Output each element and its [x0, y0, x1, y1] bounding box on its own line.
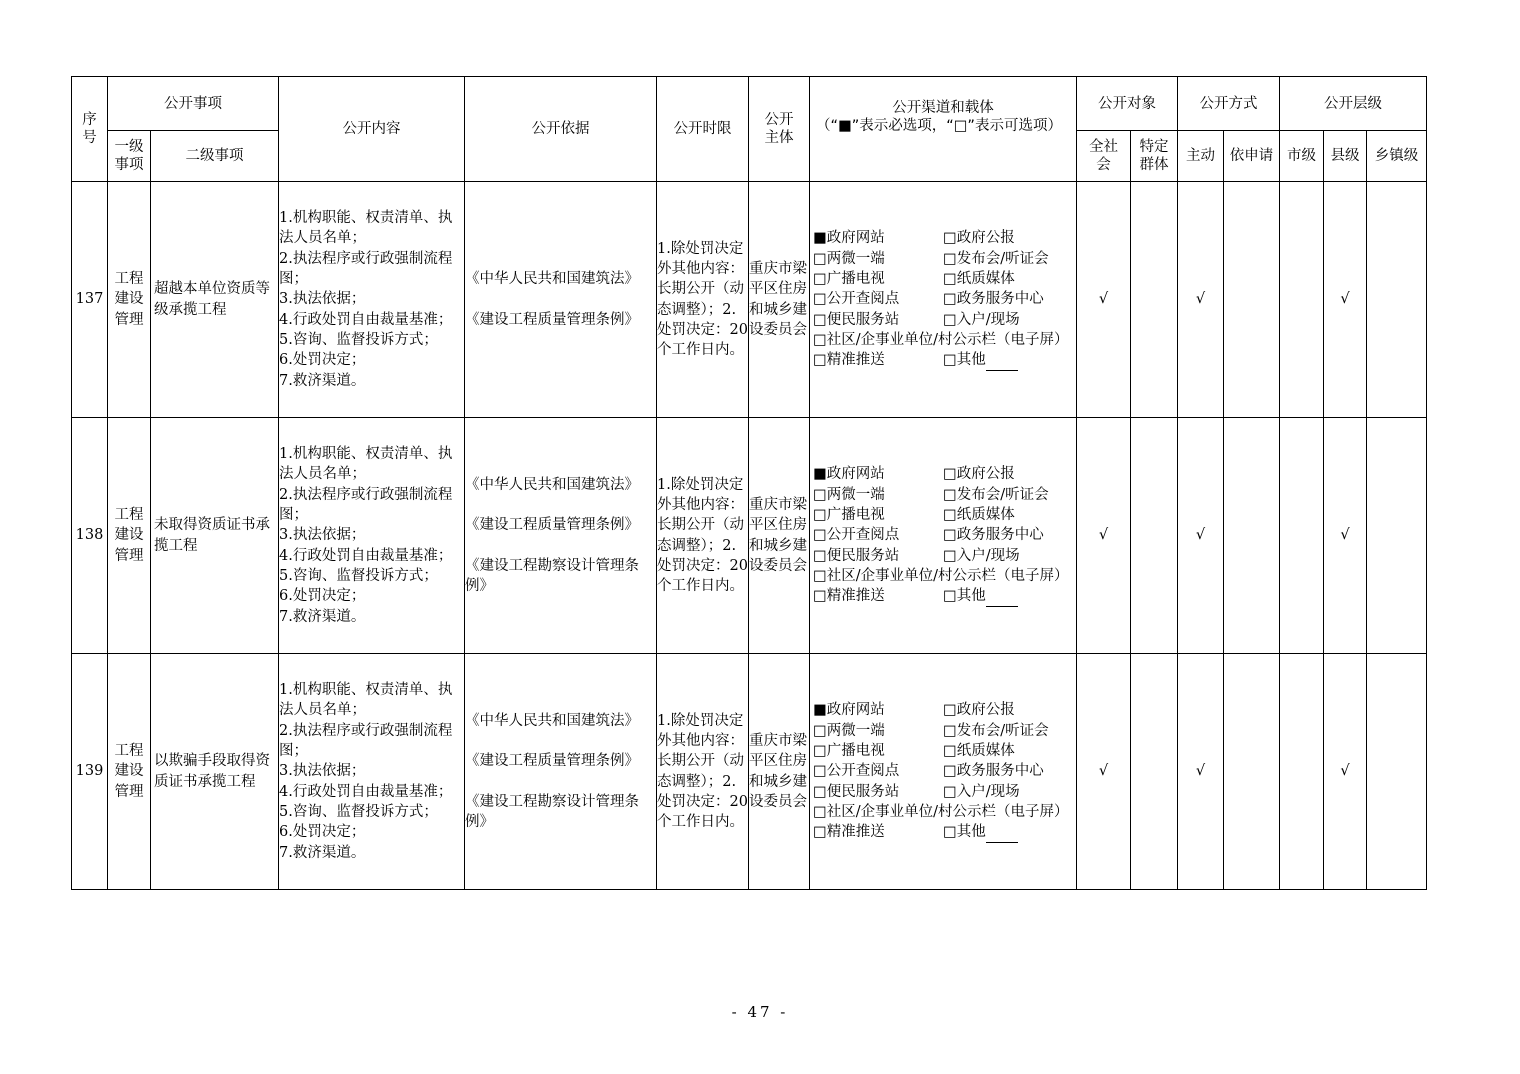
content-line: 6.处罚决定；	[279, 352, 366, 369]
channel-option: ■政府网站	[813, 230, 885, 247]
header-level2: 二级事项	[151, 131, 279, 182]
row-target-specific	[1131, 654, 1178, 890]
row-mode-request	[1224, 654, 1280, 890]
basis-law: 《中华人民共和国建筑法》	[465, 476, 639, 493]
row-channels	[810, 418, 1077, 654]
content-line: 7.救济渠道。	[279, 844, 366, 861]
row-basis	[465, 654, 657, 890]
row-seq: 138	[72, 418, 108, 654]
content-line: 5.咨询、监督投诉方式；	[279, 331, 438, 348]
page-number: - 47 -	[731, 1003, 789, 1021]
content-line: 2.执法程序或行政强制流程图；	[279, 722, 453, 760]
content-line: 6.处罚决定；	[279, 824, 366, 841]
content-line: 2.执法程序或行政强制流程图；	[279, 486, 453, 524]
row-subject: 重庆市梁平区住房和城乡建设委员会	[749, 418, 810, 654]
channel-option: □两微一端	[813, 250, 885, 267]
content-line: 5.咨询、监督投诉方式；	[279, 803, 438, 820]
row-mode-active: √	[1178, 182, 1224, 418]
table-row	[72, 182, 1427, 418]
content-line: 5.咨询、监督投诉方式；	[279, 567, 438, 584]
channel-option: □发布会/听证会	[943, 486, 1049, 503]
row-level1: 工程建设管理	[108, 182, 151, 418]
row-target-specific	[1131, 182, 1178, 418]
row-level-county: √	[1324, 418, 1367, 654]
row-content	[279, 418, 465, 654]
row-target-all: √	[1077, 418, 1131, 654]
content-line: 3.执法依据；	[279, 291, 366, 308]
basis-law: 《建设工程勘察设计管理条例》	[465, 557, 639, 594]
channel-option-other: □其他	[943, 586, 1073, 606]
row-level1: 工程建设管理	[108, 654, 151, 890]
channel-option: □广播电视	[813, 743, 885, 760]
header-level-city: 市级	[1280, 131, 1324, 182]
row-level-county: √	[1324, 182, 1367, 418]
row-level2: 超越本单位资质等级承揽工程	[151, 182, 279, 418]
channel-option: □发布会/听证会	[943, 722, 1049, 739]
header-row-1	[72, 77, 1427, 131]
row-content	[279, 182, 465, 418]
channel-option: □纸质媒体	[943, 743, 1015, 760]
row-target-all: √	[1077, 654, 1131, 890]
channel-option: □广播电视	[813, 271, 885, 288]
header-target-specific: 特定群体	[1131, 131, 1178, 182]
header-mode: 公开方式	[1178, 77, 1280, 131]
content-line: 3.执法依据；	[279, 763, 366, 780]
content-line: 4.行政处罚自由裁量基准；	[279, 547, 453, 564]
header-level-county: 县级	[1324, 131, 1367, 182]
channel-option: □政务服务中心	[943, 763, 1044, 780]
row-level2: 以欺骗手段取得资质证书承揽工程	[151, 654, 279, 890]
header-subject: 公开主体	[749, 77, 810, 182]
channel-option: □政府公报	[943, 466, 1015, 483]
header-level-town: 乡镇级	[1367, 131, 1427, 182]
row-level-city	[1280, 418, 1324, 654]
content-line: 1.机构职能、权责清单、执法人员名单；	[279, 210, 453, 247]
row-level1: 工程建设管理	[108, 418, 151, 654]
channel-title: 公开渠道和载体	[892, 100, 994, 116]
basis-law: 《建设工程质量管理条例》	[465, 753, 639, 770]
table-row	[72, 654, 1427, 890]
row-channels	[810, 654, 1077, 890]
channel-option: □便民服务站	[813, 547, 900, 564]
header-deadline: 公开时限	[657, 77, 749, 182]
basis-law: 《中华人民共和国建筑法》	[465, 271, 639, 288]
channel-option: □社区/企事业单位/村公示栏（电子屏）	[813, 803, 1069, 820]
basis-law: 《建设工程质量管理条例》	[465, 517, 639, 534]
channel-option: □精准推送	[813, 352, 885, 369]
channel-option: □两微一端	[813, 722, 885, 739]
row-deadline: 1.除处罚决定外其他内容：长期公开（动态调整）；2.处罚决定：20个工作日内。	[657, 418, 749, 654]
header-mode-request: 依申请	[1224, 131, 1280, 182]
row-level-town	[1367, 182, 1427, 418]
content-line: 6.处罚决定；	[279, 588, 366, 605]
row-mode-request	[1224, 418, 1280, 654]
basis-law: 《建设工程勘察设计管理条例》	[465, 793, 639, 830]
row-deadline: 1.除处罚决定外其他内容：长期公开（动态调整）；2.处罚决定：20个工作日内。	[657, 654, 749, 890]
row-subject: 重庆市梁平区住房和城乡建设委员会	[749, 182, 810, 418]
row-target-specific	[1131, 418, 1178, 654]
row-level-town	[1367, 654, 1427, 890]
disclosure-table	[71, 76, 1427, 890]
channel-option: □社区/企事业单位/村公示栏（电子屏）	[813, 567, 1069, 584]
channel-option: □便民服务站	[813, 783, 900, 800]
content-line: 4.行政处罚自由裁量基准；	[279, 783, 453, 800]
channel-option: □两微一端	[813, 486, 885, 503]
row-level-town	[1367, 418, 1427, 654]
channel-option: □政府公报	[943, 230, 1015, 247]
header-target: 公开对象	[1077, 77, 1178, 131]
header-level: 公开层级	[1280, 77, 1427, 131]
content-line: 1.机构职能、权责清单、执法人员名单；	[279, 682, 453, 719]
row-level-county: √	[1324, 654, 1367, 890]
header-target-all: 全社会	[1077, 131, 1131, 182]
header-level1: 一级事项	[108, 131, 151, 182]
channel-option: □政务服务中心	[943, 291, 1044, 308]
content-line: 4.行政处罚自由裁量基准；	[279, 311, 453, 328]
row-target-all: √	[1077, 182, 1131, 418]
channel-note: （“■”表示必选项，“□”表示可选项）	[816, 118, 1062, 134]
row-seq: 139	[72, 654, 108, 890]
row-channels	[810, 182, 1077, 418]
row-basis	[465, 182, 657, 418]
header-mode-active: 主动	[1178, 131, 1224, 182]
content-line: 3.执法依据；	[279, 527, 366, 544]
channel-option: □公开查阅点	[813, 291, 900, 308]
row-level2: 未取得资质证书承揽工程	[151, 418, 279, 654]
row-mode-request	[1224, 182, 1280, 418]
channel-option: □精准推送	[813, 588, 885, 605]
row-basis	[465, 418, 657, 654]
row-level-city	[1280, 182, 1324, 418]
channel-option-other: □其他	[943, 350, 1073, 370]
channel-option: □广播电视	[813, 507, 885, 524]
content-line: 7.救济渠道。	[279, 372, 366, 389]
content-line: 7.救济渠道。	[279, 608, 366, 625]
content-line: 1.机构职能、权责清单、执法人员名单；	[279, 446, 453, 483]
header-item: 公开事项	[108, 77, 279, 131]
basis-law: 《中华人民共和国建筑法》	[465, 712, 639, 729]
channel-option: □公开查阅点	[813, 527, 900, 544]
channel-option: □入户/现场	[943, 783, 1020, 800]
header-channels	[810, 77, 1077, 182]
table-row	[72, 418, 1427, 654]
channel-option: □政务服务中心	[943, 527, 1044, 544]
header-seq: 序号	[72, 77, 108, 182]
header-content: 公开内容	[279, 77, 465, 182]
channel-option: ■政府网站	[813, 466, 885, 483]
channel-option-other: □其他	[943, 822, 1073, 842]
content-line: 2.执法程序或行政强制流程图；	[279, 250, 453, 288]
channel-option: □政府公报	[943, 702, 1015, 719]
header-basis: 公开依据	[465, 77, 657, 182]
channel-option: □入户/现场	[943, 311, 1020, 328]
channel-option: □精准推送	[813, 824, 885, 841]
channel-option: ■政府网站	[813, 702, 885, 719]
channel-option: □入户/现场	[943, 547, 1020, 564]
channel-option: □社区/企事业单位/村公示栏（电子屏）	[813, 331, 1069, 348]
row-mode-active: √	[1178, 418, 1224, 654]
channel-option: □便民服务站	[813, 311, 900, 328]
row-level-city	[1280, 654, 1324, 890]
row-subject: 重庆市梁平区住房和城乡建设委员会	[749, 654, 810, 890]
channel-option: □纸质媒体	[943, 507, 1015, 524]
row-mode-active: √	[1178, 654, 1224, 890]
channel-option: □纸质媒体	[943, 271, 1015, 288]
channel-option: □公开查阅点	[813, 763, 900, 780]
row-deadline: 1.除处罚决定外其他内容：长期公开（动态调整）；2.处罚决定：20个工作日内。	[657, 182, 749, 418]
row-content	[279, 654, 465, 890]
basis-law: 《建设工程质量管理条例》	[465, 311, 639, 328]
channel-option: □发布会/听证会	[943, 250, 1049, 267]
row-seq: 137	[72, 182, 108, 418]
